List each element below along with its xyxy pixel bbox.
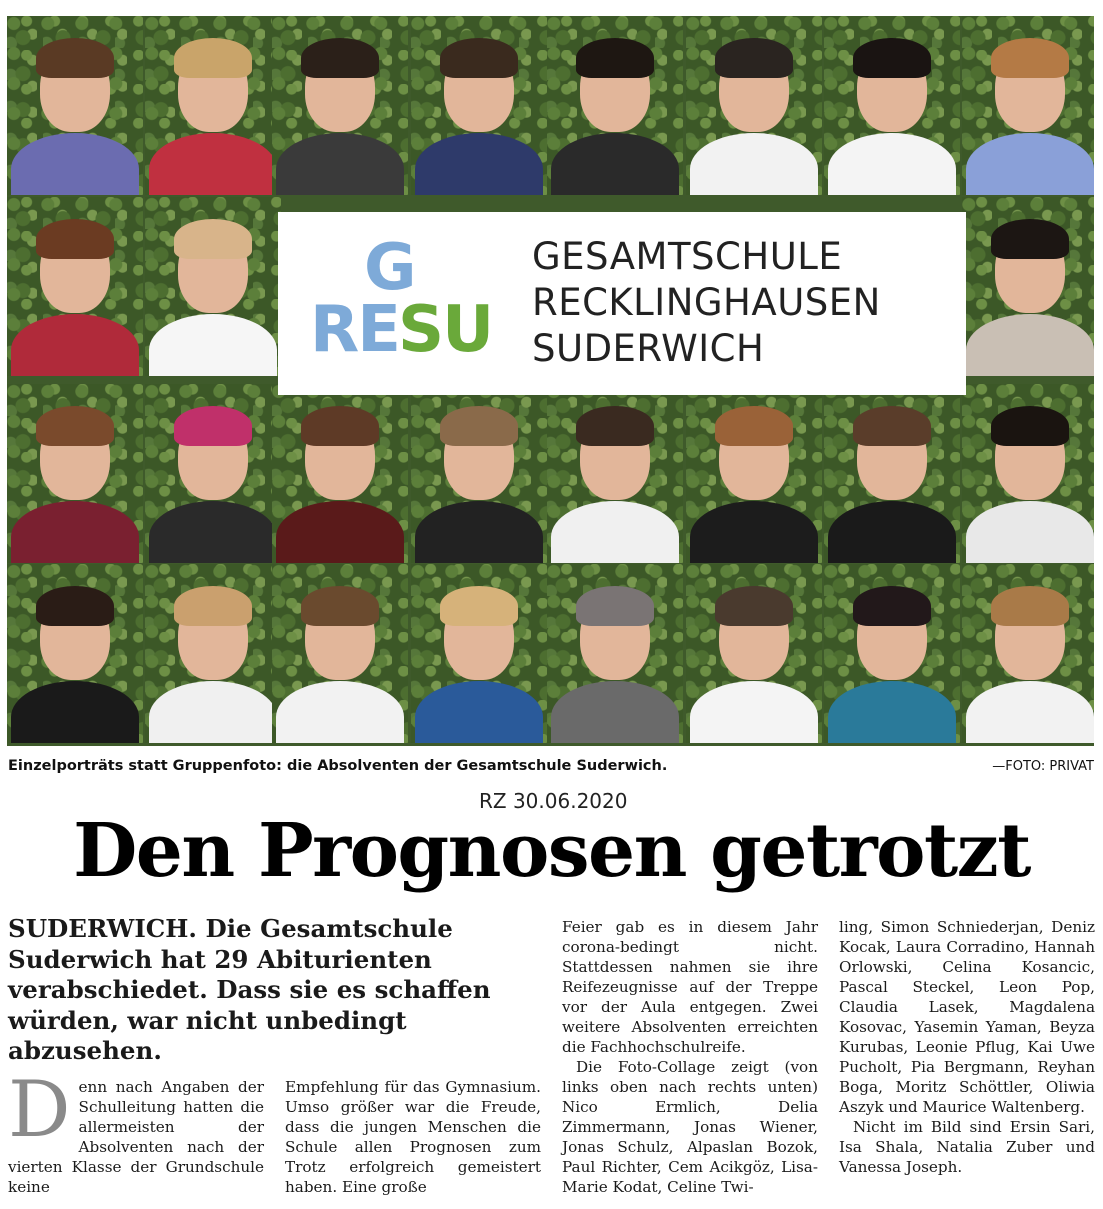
portrait-hair bbox=[440, 406, 518, 446]
portrait-hair bbox=[36, 38, 114, 78]
portrait-photo bbox=[7, 197, 143, 376]
portrait-hair bbox=[991, 219, 1069, 259]
school-name-line: GESAMTSCHULE bbox=[532, 235, 843, 278]
portrait-photo bbox=[962, 384, 1094, 563]
portrait-clothing bbox=[149, 133, 277, 195]
portrait-photo bbox=[686, 384, 822, 563]
portrait-clothing bbox=[551, 501, 679, 563]
portrait-hair bbox=[715, 586, 793, 626]
article-text: Die Foto-Collage zeigt (von links oben nach rechts unten) Nico Ermlich, Delia Zimmermann, Jonas Wiener, Jonas Schulz, Alpaslan Bozok, Paul Richter, Cem Acikgöz, Lisa-Marie Kodat, Celine Twi- bbox=[562, 1058, 818, 1196]
portrait-photo bbox=[411, 564, 547, 743]
portrait-photo bbox=[272, 564, 408, 743]
photo-credit: —FOTO: PRIVAT bbox=[992, 759, 1094, 774]
portrait-hair bbox=[853, 38, 931, 78]
portrait-photo bbox=[962, 16, 1094, 195]
portrait-clothing bbox=[415, 133, 543, 195]
portrait-clothing bbox=[415, 681, 543, 743]
portrait-hair bbox=[36, 586, 114, 626]
portrait-photo bbox=[272, 384, 408, 563]
portrait-hair bbox=[991, 38, 1069, 78]
article-text: ling, Simon Schniederjan, Deniz Kocak, Laura Corradino, Hannah Orlowski, Celina Kosancic, Pascal Steckel, Leon Pop, Claudia Lasek, Magdalena Kosovac, Yasemin Yaman, Beyza Kurubas, Leonie Pflug, Kai Uwe Pucholt, Pia Bergmann, Reyhan Boga, Moritz Schöttler, Oliwia Aszyk und Maurice Waltenberg. bbox=[839, 918, 1095, 1116]
date-stamp: RZ 30.06.2020 bbox=[479, 789, 628, 813]
photo-caption: Einzelporträts statt Gruppenfoto: die Absolventen der Gesamtschule Suderwich. bbox=[8, 758, 668, 774]
portrait-hair bbox=[576, 406, 654, 446]
portrait-photo bbox=[824, 384, 960, 563]
school-name-line: SUDERWICH bbox=[532, 327, 765, 370]
portrait-hair bbox=[36, 219, 114, 259]
portrait-photo bbox=[7, 384, 143, 563]
article-column-4 bbox=[839, 917, 1095, 1177]
article-column-3 bbox=[562, 917, 818, 1197]
portrait-hair bbox=[174, 586, 252, 626]
portrait-clothing bbox=[966, 314, 1094, 376]
portrait-photo bbox=[7, 564, 143, 743]
portrait-clothing bbox=[690, 681, 818, 743]
drop-cap: D bbox=[8, 1065, 71, 1155]
portrait-clothing bbox=[149, 314, 277, 376]
portrait-hair bbox=[991, 586, 1069, 626]
photo-collage bbox=[7, 16, 1094, 746]
portrait-hair bbox=[36, 406, 114, 446]
portrait-hair bbox=[991, 406, 1069, 446]
portrait-clothing bbox=[966, 681, 1094, 743]
portrait-clothing bbox=[966, 133, 1094, 195]
school-name-line: RECKLINGHAUSEN bbox=[532, 281, 881, 324]
portrait-hair bbox=[301, 38, 379, 78]
article-text: enn nach Angaben der Schulleitung hatten die allermeisten der Absolventen nach der vierten Klasse der Grundschule keine bbox=[8, 1078, 264, 1196]
portrait-hair bbox=[440, 586, 518, 626]
portrait-photo bbox=[547, 16, 683, 195]
portrait-clothing bbox=[551, 133, 679, 195]
portrait-photo bbox=[145, 564, 281, 743]
logo-letters-re: RE bbox=[310, 293, 399, 367]
portrait-clothing bbox=[551, 681, 679, 743]
portrait-hair bbox=[174, 38, 252, 78]
portrait-photo bbox=[145, 197, 281, 376]
portrait-clothing bbox=[276, 681, 404, 743]
portrait-clothing bbox=[828, 133, 956, 195]
logo-letter-g: G bbox=[364, 231, 417, 305]
portrait-photo bbox=[962, 197, 1094, 376]
portrait-hair bbox=[174, 219, 252, 259]
portrait-hair bbox=[301, 406, 379, 446]
portrait-clothing bbox=[149, 681, 277, 743]
school-logo-panel bbox=[278, 212, 966, 395]
article-column-1 bbox=[8, 1065, 264, 1197]
portrait-clothing bbox=[828, 501, 956, 563]
school-logo bbox=[310, 231, 493, 367]
portrait-photo bbox=[547, 384, 683, 563]
portrait-photo bbox=[547, 564, 683, 743]
portrait-hair bbox=[715, 38, 793, 78]
portrait-hair bbox=[853, 406, 931, 446]
article-text: Empfehlung für das Gymnasium. Umso größer war die Freude, dass die jungen Menschen die Schule allen Prognosen zum Trotz erfolgreich gemeistert haben. Eine große bbox=[285, 1078, 541, 1196]
article-text: Nicht im Bild sind Ersin Sari, Isa Shala, Natalia Zuber und Vanessa Joseph. bbox=[839, 1118, 1095, 1176]
headline: Den Prognosen getrotzt bbox=[73, 808, 1030, 894]
portrait-clothing bbox=[690, 133, 818, 195]
portrait-clothing bbox=[276, 133, 404, 195]
portrait-photo bbox=[411, 16, 547, 195]
portrait-photo bbox=[145, 16, 281, 195]
school-name bbox=[532, 234, 881, 372]
portrait-clothing bbox=[690, 501, 818, 563]
portrait-clothing bbox=[828, 681, 956, 743]
portrait-hair bbox=[576, 586, 654, 626]
portrait-clothing bbox=[149, 501, 277, 563]
portrait-photo bbox=[411, 384, 547, 563]
portrait-photo bbox=[272, 16, 408, 195]
portrait-clothing bbox=[11, 133, 139, 195]
portrait-clothing bbox=[11, 681, 139, 743]
portrait-photo bbox=[824, 564, 960, 743]
article-text: Feier gab es in diesem Jahr corona-bedingt nicht. Stattdessen nahmen sie ihre Reifezeugnisse auf der Treppe vor der Aula entgegen. Zwei weitere Absolventen erreichten die Fachhochschulreife. bbox=[562, 918, 818, 1056]
portrait-photo bbox=[824, 16, 960, 195]
portrait-photo bbox=[686, 16, 822, 195]
article-column-2 bbox=[285, 1077, 541, 1197]
portrait-hair bbox=[301, 586, 379, 626]
logo-letters-su: SU bbox=[398, 293, 493, 367]
portrait-clothing bbox=[966, 501, 1094, 563]
portrait-photo bbox=[962, 564, 1094, 743]
portrait-clothing bbox=[415, 501, 543, 563]
portrait-photo bbox=[145, 384, 281, 563]
portrait-hair bbox=[440, 38, 518, 78]
portrait-clothing bbox=[11, 501, 139, 563]
portrait-photo bbox=[7, 16, 143, 195]
portrait-hair bbox=[174, 406, 252, 446]
portrait-clothing bbox=[11, 314, 139, 376]
lead-paragraph: SUDERWICH. Die Gesamtschule Suderwich hat 29 Abiturienten verabschiedet. Dass sie es schaffen würden, war nicht unbedingt abzusehen. bbox=[8, 914, 491, 1065]
portrait-hair bbox=[576, 38, 654, 78]
portrait-hair bbox=[853, 586, 931, 626]
portrait-clothing bbox=[276, 501, 404, 563]
portrait-photo bbox=[686, 564, 822, 743]
portrait-hair bbox=[715, 406, 793, 446]
